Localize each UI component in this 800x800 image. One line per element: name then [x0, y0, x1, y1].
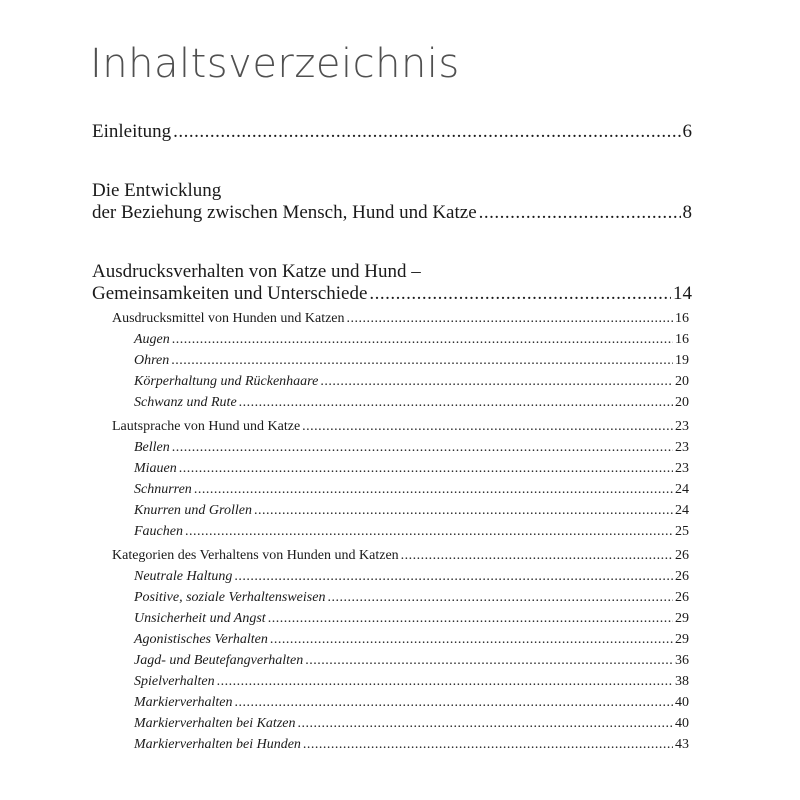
toc-entry-label: Schnurren — [134, 482, 192, 497]
toc-entry-label: Kategorien des Verhaltens von Hunden und Katzen — [112, 548, 399, 563]
toc-entry-label: Augen — [134, 332, 170, 347]
dot-leader — [217, 673, 673, 687]
toc-chapter-development[interactable] — [92, 202, 692, 224]
dot-leader — [185, 523, 673, 537]
toc-entry-label: Gemeinsamkeiten und Unterschiede — [92, 283, 368, 304]
dot-leader — [171, 352, 673, 366]
dot-leader — [194, 481, 673, 495]
toc-entry-label: Einleitung — [92, 121, 172, 142]
dot-leader — [234, 568, 673, 582]
toc-page-number: 26 — [675, 590, 689, 605]
toc-title: Inhaltsverzeichnis — [90, 41, 460, 87]
toc-page-number: 16 — [675, 332, 689, 347]
toc-subentry-positive-social[interactable] — [134, 589, 689, 607]
dot-leader — [239, 394, 673, 408]
dot-leader — [179, 460, 673, 474]
toc-chapter-expression-line1: Ausdrucksverhalten von Katze und Hund – — [92, 261, 421, 282]
toc-page-number: 26 — [675, 569, 689, 584]
toc-entry-label: Miauen — [134, 461, 177, 476]
toc-page-number: 24 — [675, 482, 689, 497]
toc-page-number: 23 — [675, 461, 689, 476]
dot-leader — [172, 331, 673, 345]
toc-subentry-neutral[interactable] — [134, 568, 689, 586]
toc-section-behavior-categories[interactable] — [112, 547, 689, 565]
toc-subentry-marking-dogs[interactable] — [134, 736, 689, 754]
toc-entry-label: Unsicherheit und Angst — [134, 611, 266, 626]
toc-page-number: 14 — [673, 283, 692, 304]
dot-leader — [479, 202, 681, 221]
toc-entry-label: Positive, soziale Verhaltensweisen — [134, 590, 326, 605]
dot-leader — [254, 502, 673, 516]
toc-subentry-hunting[interactable] — [134, 652, 689, 670]
toc-subentry-agonistic[interactable] — [134, 631, 689, 649]
toc-entry-label: Fauchen — [134, 524, 183, 539]
toc-entry-label: Agonistisches Verhalten — [134, 632, 268, 647]
dot-leader — [268, 610, 673, 624]
toc-subentry-meowing[interactable] — [134, 460, 689, 478]
toc-page-number: 23 — [675, 440, 689, 455]
toc-subentry-hissing[interactable] — [134, 523, 689, 541]
toc-subentry-fear[interactable] — [134, 610, 689, 628]
toc-chapter-introduction[interactable] — [92, 121, 692, 143]
dot-leader — [401, 547, 673, 561]
dot-leader — [172, 439, 673, 453]
toc-entry-label: Jagd- und Beutefangverhalten — [134, 653, 304, 668]
dot-leader — [369, 283, 671, 302]
toc-page-number: 43 — [675, 737, 689, 752]
toc-page-number: 20 — [675, 395, 689, 410]
dot-leader — [327, 589, 673, 603]
dot-leader — [298, 715, 674, 729]
toc-section-vocalization[interactable] — [112, 418, 689, 436]
toc-entry-label: Knurren und Grollen — [134, 503, 252, 518]
toc-page-number: 23 — [675, 419, 689, 434]
toc-subentry-posture[interactable] — [134, 373, 689, 391]
toc-subentry-tail[interactable] — [134, 394, 689, 412]
toc-entry-label: Bellen — [134, 440, 170, 455]
toc-entry-label: Spielverhalten — [134, 674, 215, 689]
toc-page-number: 24 — [675, 503, 689, 518]
toc-chapter-expression[interactable] — [92, 283, 692, 305]
toc-page-number: 38 — [675, 674, 689, 689]
toc-page-number: 8 — [682, 202, 692, 223]
toc-page-number: 36 — [675, 653, 689, 668]
dot-leader — [305, 652, 673, 666]
dot-leader — [235, 694, 674, 708]
toc-page-number: 25 — [675, 524, 689, 539]
toc-section-expression-means[interactable] — [112, 310, 689, 328]
toc-entry-label: der Beziehung zwischen Mensch, Hund und Katze — [92, 202, 477, 223]
toc-subentry-marking-cats[interactable] — [134, 715, 689, 733]
toc-page-number: 16 — [675, 311, 689, 326]
toc-entry-label: Schwanz und Rute — [134, 395, 237, 410]
toc-page-number: 40 — [675, 716, 689, 731]
toc-entry-label: Ausdrucksmittel von Hunden und Katzen — [112, 311, 345, 326]
toc-subentry-purring[interactable] — [134, 481, 689, 499]
toc-page-number: 26 — [675, 548, 689, 563]
dot-leader — [270, 631, 673, 645]
toc-entry-label: Markierverhalten bei Katzen — [134, 716, 296, 731]
dot-leader — [173, 121, 680, 140]
toc-entry-label: Neutrale Haltung — [134, 569, 233, 584]
toc-entry-label: Ohren — [134, 353, 170, 368]
dot-leader — [347, 310, 673, 324]
toc-entry-label: Körperhaltung und Rückenhaare — [134, 374, 319, 389]
dot-leader — [320, 373, 673, 387]
toc-entry-label: Lautsprache von Hund und Katze — [112, 419, 301, 434]
toc-subentry-barking[interactable] — [134, 439, 689, 457]
toc-page-number: 40 — [675, 695, 689, 710]
toc-page-number: 29 — [675, 632, 689, 647]
toc-entry-label: Markierverhalten — [134, 695, 233, 710]
toc-chapter-development-line1: Die Entwicklung — [92, 180, 222, 201]
toc-subentry-play[interactable] — [134, 673, 689, 691]
toc-page-number: 6 — [682, 121, 692, 142]
toc-page-number: 19 — [675, 353, 689, 368]
toc-entry-label: Markierverhalten bei Hunden — [134, 737, 301, 752]
toc-subentry-marking[interactable] — [134, 694, 689, 712]
dot-leader — [303, 736, 673, 750]
toc-page-number: 20 — [675, 374, 689, 389]
toc-subentry-growling[interactable] — [134, 502, 689, 520]
dot-leader — [302, 418, 673, 432]
toc-subentry-eyes[interactable] — [134, 331, 689, 349]
toc-page-number: 29 — [675, 611, 689, 626]
toc-subentry-ears[interactable] — [134, 352, 689, 370]
